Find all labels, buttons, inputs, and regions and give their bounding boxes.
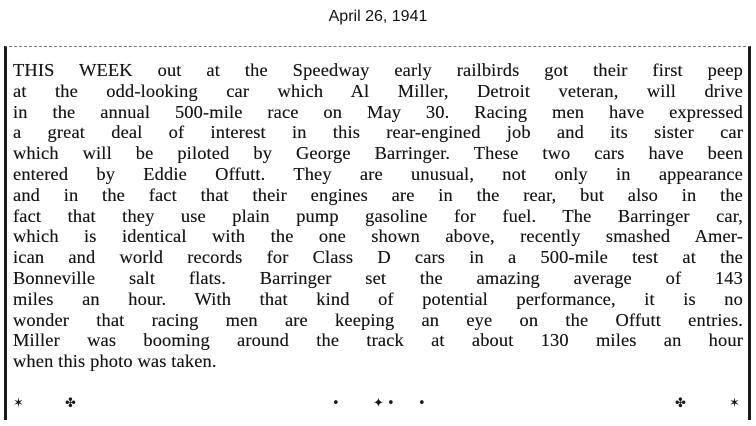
club-ornament-icon: ✤ xyxy=(675,396,686,411)
article-line: ican and world records for Class D cars in a 500-mile test at the xyxy=(13,247,743,268)
date-caption: April 26, 1941 xyxy=(328,8,428,25)
dot-ornament-icon: • xyxy=(332,396,340,411)
sparkle-ornament-icon: ✦ xyxy=(373,396,384,411)
article-line: Miller was booming around the track at about 130 miles an hour xyxy=(13,330,743,351)
star-ornament-icon: ✶ xyxy=(729,396,740,411)
article-line: fact that they use plain pump gasoline for fuel. The Barringer car, xyxy=(13,205,743,226)
article-line: which will be piloted by George Barringer. These two cars have been xyxy=(13,143,743,164)
article-line: a great deal of interest in this rear-engined job and its sister car xyxy=(13,122,743,143)
article-line: which is identical with the one shown above, recently smashed Amer- xyxy=(13,226,743,247)
article-line: in the annual 500-mile race on May 30. Racing men have expressed xyxy=(13,101,743,122)
article-text xyxy=(13,60,743,372)
article-line: Bonneville salt flats. Barringer set the amazing average of 143 xyxy=(13,267,743,288)
article-line: entered by Eddie Offutt. They are unusual, not only in appearance xyxy=(13,163,743,184)
article-line: miles an hour. With that kind of potential performance, it is no xyxy=(13,288,743,309)
article-line: when this photo was taken. xyxy=(13,351,217,372)
article-line: THIS WEEK out at the Speedway early railbirds got their first peep xyxy=(13,60,743,80)
ornament-row xyxy=(7,397,748,417)
club-ornament-icon: ✤ xyxy=(65,396,76,411)
newspaper-clipping xyxy=(4,46,751,420)
dot-ornament-icon: • xyxy=(418,396,426,411)
star-ornament-icon: ✶ xyxy=(13,396,24,411)
article-line: and in the fact that their engines are in the rear, but also in the xyxy=(13,184,743,205)
article-line: at the odd-looking car which Al Miller, Detroit veteran, will drive xyxy=(13,80,743,101)
dot-ornament-icon: • xyxy=(387,396,395,411)
article-line: wonder that racing men are keeping an eye on the Offutt entries. xyxy=(13,309,743,330)
